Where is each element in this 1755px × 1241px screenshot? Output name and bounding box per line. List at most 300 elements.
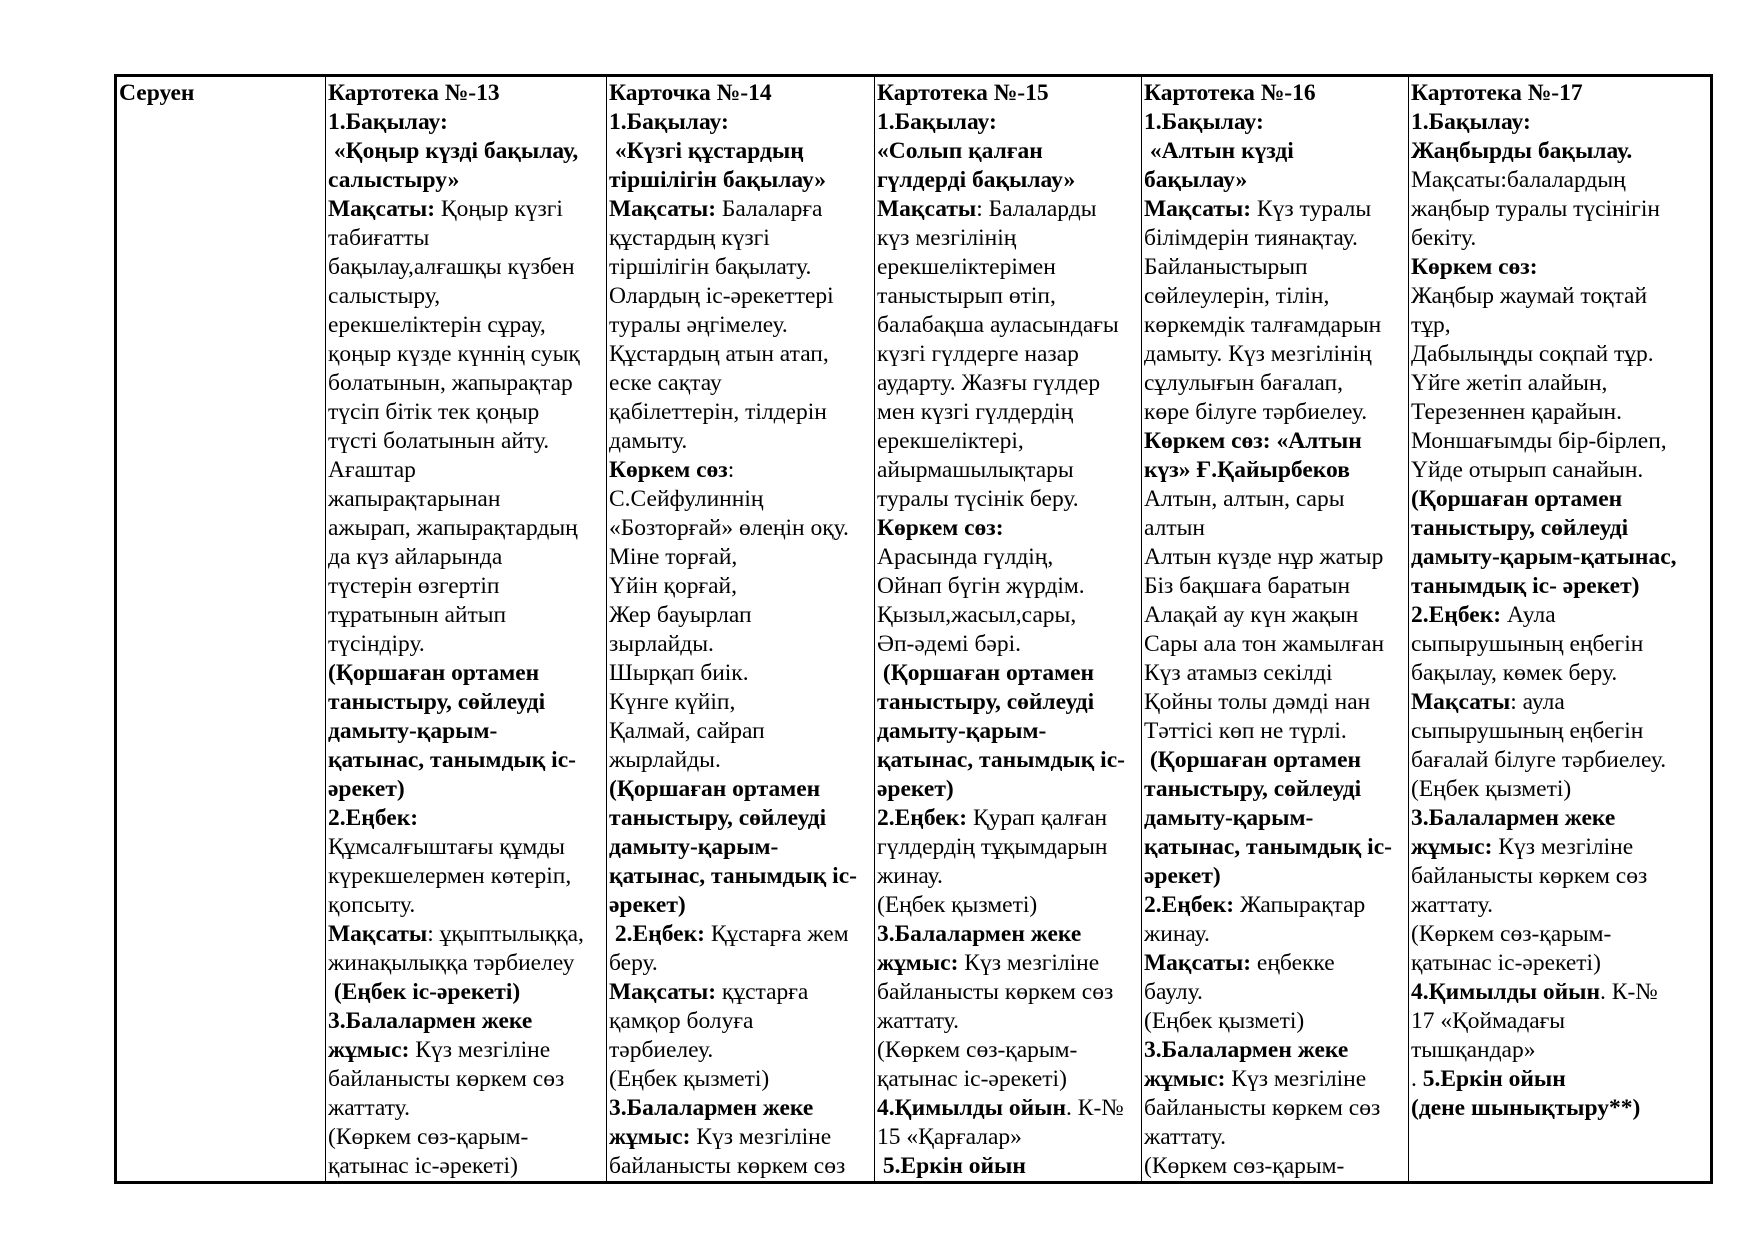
body-text: еңбекке — [1256, 950, 1335, 976]
body-text: жинақылыққа тәрбиелеу — [328, 950, 575, 976]
body-text: білімдерін тиянақтау. — [1144, 225, 1358, 251]
body-text: тұр, — [1411, 312, 1451, 338]
bold-text: Картотека №-15 — [877, 80, 1049, 106]
body-text: : — [727, 457, 735, 483]
text-line — [877, 340, 1141, 369]
text-line — [1144, 398, 1408, 427]
text-line — [328, 224, 606, 253]
text-line — [877, 717, 1141, 746]
text-line — [1144, 166, 1408, 195]
text-line — [1411, 108, 1710, 137]
bold-text: «Күзгі құстардың — [609, 138, 804, 164]
body-text: қатынас іс-әрекеті) — [877, 1066, 1067, 1092]
text-line — [1411, 456, 1710, 485]
body-text: ажырап, жапырақтардың — [328, 515, 578, 541]
text-line — [328, 978, 606, 1007]
row-label-cell — [116, 76, 326, 1183]
body-text: . К-№ — [1600, 979, 1658, 1005]
bold-text: 2.Еңбек: — [1144, 892, 1240, 918]
bold-text: күз» Ғ.Қайырбеков — [1144, 457, 1350, 483]
text-line — [877, 775, 1141, 804]
text-line — [1411, 195, 1710, 224]
text-line — [1144, 978, 1408, 1007]
bold-text: Мақсаты: — [609, 196, 722, 222]
text-line — [328, 195, 606, 224]
body-text: Жапырақтар — [1239, 892, 1366, 918]
bold-text: 2.Еңбек: — [328, 805, 419, 831]
text-line — [877, 311, 1141, 340]
text-line — [877, 108, 1141, 137]
body-text: Қоңыр күзгі — [440, 196, 563, 222]
text-line — [877, 572, 1141, 601]
text-line — [1144, 688, 1408, 717]
text-line — [328, 427, 606, 456]
text-line — [1144, 572, 1408, 601]
body-text: Үйде отырып санайын. — [1411, 457, 1644, 483]
bold-text: 2.Еңбек: — [1411, 602, 1507, 628]
bold-text: Мақсаты — [328, 921, 428, 947]
text-line — [609, 427, 874, 456]
body-text: құстарға — [721, 979, 809, 1005]
text-line — [328, 369, 606, 398]
text-line — [328, 949, 606, 978]
body-text: тіршілігін бақылату. — [609, 254, 812, 280]
text-line — [609, 1094, 874, 1123]
text-line — [877, 688, 1141, 717]
text-line — [1411, 224, 1710, 253]
body-text: Байланыстырып — [1144, 254, 1308, 280]
text-line — [877, 282, 1141, 311]
body-text: (Көркем сөз-қарым- — [1411, 921, 1612, 947]
text-line — [877, 862, 1141, 891]
text-line — [609, 456, 874, 485]
text-line — [328, 572, 606, 601]
text-line — [1144, 746, 1408, 775]
body-text: гүлдердің тұқымдарын — [877, 834, 1108, 860]
bold-text: 5.Еркін ойын — [1422, 1066, 1566, 1092]
body-text: ерекшеліктері, — [877, 428, 1024, 454]
text-line — [328, 282, 606, 311]
bold-text: Мақсаты: — [328, 196, 441, 222]
body-text: байланысты көркем сөз — [1411, 863, 1648, 889]
body-text: Алтын күзде нұр жатыр — [1144, 544, 1384, 570]
body-text: Күз туралы — [1256, 196, 1372, 222]
text-line — [1144, 630, 1408, 659]
body-text: Қурап қалған — [972, 805, 1108, 831]
text-line — [609, 369, 874, 398]
body-text: Ойнап бүгін жүрдім. — [877, 573, 1085, 599]
body-text: Қалмай, сайрап — [609, 718, 765, 744]
text-line — [328, 543, 606, 572]
text-line — [1411, 398, 1710, 427]
body-text: қатынас іс-әрекеті) — [328, 1153, 518, 1179]
bold-text: (Қоршаған ортамен — [1411, 486, 1623, 512]
body-text: : аула — [1510, 689, 1565, 715]
text-line — [877, 456, 1141, 485]
body-text: сұлулығын бағалап, — [1144, 370, 1343, 396]
body-text: Алтын, алтын, сары — [1144, 486, 1345, 512]
body-text: беру. — [609, 950, 658, 976]
text-line — [1144, 891, 1408, 920]
text-line — [1411, 166, 1710, 195]
text-line — [1144, 862, 1408, 891]
body-text: бекіту. — [1411, 225, 1477, 251]
text-line — [609, 833, 874, 862]
bold-text: Картотека №-16 — [1144, 80, 1316, 106]
text-line — [328, 340, 606, 369]
text-line — [328, 1036, 606, 1065]
body-text: (Еңбек қызметі) — [1144, 1008, 1305, 1034]
body-text: жаттату. — [1144, 1124, 1226, 1150]
body-text: байланысты көркем сөз — [609, 1153, 846, 1179]
body-text: бақылау,алғашқы күзбен — [328, 254, 575, 280]
body-text: (Көркем сөз-қарым- — [877, 1037, 1078, 1063]
text-line — [609, 1036, 874, 1065]
text-line — [609, 340, 874, 369]
body-text: қабілеттерін, тілдерін — [609, 399, 827, 425]
body-text: . — [1411, 1066, 1423, 1092]
text-line — [877, 398, 1141, 427]
bold-text: Карточка №-14 — [609, 80, 772, 106]
body-text: (Еңбек қызметі) — [1411, 776, 1572, 802]
bold-text: Мақсаты: — [609, 979, 722, 1005]
text-line — [877, 746, 1141, 775]
text-line — [1411, 630, 1710, 659]
body-text: Күнге күйіп, — [609, 689, 736, 715]
body-text: зырлайды. — [609, 631, 714, 657]
text-line — [1411, 688, 1710, 717]
text-line — [1411, 804, 1710, 833]
text-line — [1411, 311, 1710, 340]
bold-text: (Қоршаған ортамен — [609, 776, 821, 802]
bold-text: «Алтын күзді — [1144, 138, 1294, 164]
text-line — [877, 79, 1141, 108]
bold-text: Көркем сөз — [609, 457, 728, 483]
body-text: Қызыл,жасыл,сары, — [877, 602, 1077, 628]
text-line — [609, 79, 874, 108]
text-line — [328, 1123, 606, 1152]
text-line — [609, 108, 874, 137]
bold-text: қатынас, танымдық іс- — [877, 747, 1125, 773]
bold-text: 2.Еңбек: — [877, 805, 973, 831]
bold-text: дамыту-қарым- — [877, 718, 1047, 744]
text-line — [609, 572, 874, 601]
text-line — [609, 543, 874, 572]
bold-text: 1.Бақылау: — [1411, 109, 1531, 135]
body-text: мен күзгі гүлдердің — [877, 399, 1074, 425]
text-line — [877, 253, 1141, 282]
text-line — [328, 311, 606, 340]
bold-text: дамыту-қарым- — [1144, 805, 1314, 831]
text-line — [1411, 1094, 1710, 1123]
text-line — [1144, 1094, 1408, 1123]
body-text: сөйлеулерін, тілін, — [1144, 283, 1330, 309]
text-line — [1144, 79, 1408, 108]
text-line — [328, 688, 606, 717]
text-line — [1411, 978, 1710, 1007]
bold-text: 3.Балалармен жеке — [1144, 1037, 1349, 1063]
bold-text: Жаңбырды бақылау. — [1411, 138, 1633, 164]
body-text: Моншағымды бір-бірлеп, — [1411, 428, 1667, 454]
body-text: жапырақтарынан — [328, 486, 501, 512]
text-line — [609, 920, 874, 949]
bold-text: 5.Еркін ойын — [877, 1153, 1026, 1179]
body-text: айырмашылықтары — [877, 457, 1074, 483]
body-text: (Көркем сөз-қарым- — [328, 1124, 529, 1150]
text-line — [328, 485, 606, 514]
bold-text: Мақсаты — [1411, 689, 1511, 715]
bold-text: қатынас, танымдық іс- — [609, 863, 857, 889]
text-line — [609, 746, 874, 775]
bold-text: «Қоңыр күзді бақылау, — [328, 138, 579, 164]
text-line — [1144, 311, 1408, 340]
text-line — [877, 804, 1141, 833]
text-line — [877, 166, 1141, 195]
text-line — [328, 398, 606, 427]
text-line — [877, 601, 1141, 630]
card-16-cell — [1142, 76, 1409, 1183]
body-text: байланысты көркем сөз — [1144, 1095, 1381, 1121]
bold-text: (Қоршаған ортамен — [877, 660, 1095, 686]
body-text: күз мезгілінің — [877, 225, 1017, 251]
bold-text: жұмыс: — [877, 950, 965, 976]
bold-text: «Солып қалған — [877, 138, 1043, 164]
body-text: таныстырып өтіп, — [877, 283, 1056, 309]
text-line — [1411, 253, 1710, 282]
body-text: (Көркем сөз-қарым- — [1144, 1153, 1345, 1179]
body-text: қамқор болуға — [609, 1008, 754, 1034]
body-text: Күз мезгіліне — [1498, 834, 1634, 860]
text-line — [609, 224, 874, 253]
body-text: Үйін қорғай, — [609, 573, 737, 599]
text-line — [1144, 1065, 1408, 1094]
body-text: түстерін өзгертіп — [328, 573, 500, 599]
body-text: түсіп бітік тек қоңыр — [328, 399, 540, 425]
bold-text: (Қоршаған ортамен — [1144, 747, 1362, 773]
body-text: жинау. — [1144, 921, 1210, 947]
bold-text: таныстыру, сөйлеуді — [1411, 515, 1629, 541]
text-line — [1411, 949, 1710, 978]
body-text: Дабылыңды соқпай тұр. — [1411, 341, 1654, 367]
body-text: жинау. — [877, 863, 943, 889]
body-text: Ағаштар — [328, 457, 416, 483]
body-text: көркемдік талғамдарын — [1144, 312, 1382, 338]
bold-text: дамыту-қарым-қатынас, — [1411, 544, 1677, 570]
body-text: Құстардың атын атап, — [609, 341, 829, 367]
body-text: көре білуге тәрбиелеу. — [1144, 399, 1368, 425]
text-line — [609, 804, 874, 833]
bold-text: әрекет) — [609, 892, 686, 918]
text-line — [877, 630, 1141, 659]
bold-text: жұмыс: — [1144, 1066, 1232, 1092]
body-text: Құстарға жем — [710, 921, 849, 947]
text-line — [609, 659, 874, 688]
bold-text: Мақсаты: — [1144, 950, 1257, 976]
text-line — [1144, 1007, 1408, 1036]
body-text: құстардың күзгі — [609, 225, 770, 251]
bold-text: жұмыс: — [328, 1037, 416, 1063]
text-line — [877, 427, 1141, 456]
text-line — [877, 1036, 1141, 1065]
body-text: түсіндіру. — [328, 631, 425, 657]
body-text: Шырқап биік. — [609, 660, 749, 686]
text-line — [609, 166, 874, 195]
body-text: еске сақтау — [609, 370, 722, 396]
body-text: жырлайды. — [609, 747, 721, 773]
text-line — [328, 746, 606, 775]
body-text: . К-№ — [1066, 1095, 1124, 1121]
body-text: Құмсалғыштағы құмды — [328, 834, 565, 860]
text-line — [609, 311, 874, 340]
text-line — [1144, 340, 1408, 369]
text-line — [609, 688, 874, 717]
bold-text: 3.Балалармен жеке — [1411, 805, 1616, 831]
text-line — [328, 833, 606, 862]
text-line — [609, 775, 874, 804]
bold-text: дамыту-қарым- — [609, 834, 779, 860]
text-line — [877, 1094, 1141, 1123]
body-text: туралы түсінік беру. — [877, 486, 1079, 512]
body-text: тұратынын айтып — [328, 602, 507, 628]
text-line — [1144, 804, 1408, 833]
body-text: : ұқыптылыққа, — [427, 921, 584, 947]
card-17-cell — [1409, 76, 1712, 1183]
text-line — [1144, 369, 1408, 398]
text-line — [877, 1152, 1141, 1181]
bold-text: таныстыру, сөйлеуді — [877, 689, 1095, 715]
bold-text: 3.Балалармен жеке — [877, 921, 1082, 947]
text-line — [1144, 543, 1408, 572]
body-text: байланысты көркем сөз — [877, 979, 1114, 1005]
text-line — [609, 1123, 874, 1152]
text-line — [609, 195, 874, 224]
text-line — [1144, 224, 1408, 253]
text-line — [328, 1094, 606, 1123]
text-line — [1411, 369, 1710, 398]
text-line — [1144, 775, 1408, 804]
bold-text: Картотека №-13 — [328, 80, 500, 106]
body-text: Біз бақшаға баратын — [1144, 573, 1351, 599]
text-line — [609, 949, 874, 978]
body-text: жаттату. — [328, 1095, 410, 1121]
bold-text: әрекет) — [328, 776, 405, 802]
text-line — [1411, 862, 1710, 891]
text-line — [328, 659, 606, 688]
body-text: «Бозторғай» өлеңін оқу. — [609, 515, 849, 541]
body-text: бақылау, көмек беру. — [1411, 660, 1618, 686]
text-line — [877, 1123, 1141, 1152]
text-line — [1411, 1036, 1710, 1065]
text-line — [877, 833, 1141, 862]
text-line — [877, 369, 1141, 398]
text-line — [877, 224, 1141, 253]
bold-text: әрекет) — [877, 776, 954, 802]
text-line — [877, 978, 1141, 1007]
bold-text: Мақсаты: — [1144, 196, 1257, 222]
bold-text: (дене шынықтыру**) — [1411, 1095, 1641, 1121]
text-line — [328, 804, 606, 833]
text-line — [609, 717, 874, 746]
body-text: аударту. Жазғы гүлдер — [877, 370, 1101, 396]
text-line — [1411, 514, 1710, 543]
text-line — [1411, 282, 1710, 311]
bold-text: 1.Бақылау: — [328, 109, 448, 135]
text-line — [1411, 1007, 1710, 1036]
body-text: Мақсаты:балалардың — [1411, 167, 1626, 193]
text-line — [328, 920, 606, 949]
bold-text: 4.Қимылды ойын — [877, 1095, 1067, 1121]
text-line — [1144, 1123, 1408, 1152]
text-line — [328, 775, 606, 804]
text-line — [609, 891, 874, 920]
text-line — [1144, 282, 1408, 311]
text-line — [1144, 485, 1408, 514]
text-line — [1411, 572, 1710, 601]
bold-text: әрекет) — [1144, 863, 1221, 889]
text-line — [609, 485, 874, 514]
text-line — [1144, 833, 1408, 862]
text-line — [609, 282, 874, 311]
table-row — [116, 76, 1712, 1183]
bold-text: Мақсаты — [877, 196, 977, 222]
bold-text: (Қоршаған ортамен — [328, 660, 540, 686]
body-text: салыстыру, — [328, 283, 441, 309]
card-15-cell — [875, 76, 1142, 1183]
text-line — [1144, 195, 1408, 224]
text-line — [877, 485, 1141, 514]
bold-text: жұмыс: — [609, 1124, 697, 1150]
text-line — [877, 949, 1141, 978]
body-text: Аула — [1506, 602, 1556, 628]
body-text: Алақай ау күн жақын — [1144, 602, 1359, 628]
text-line — [1144, 920, 1408, 949]
text-line — [1144, 514, 1408, 543]
bold-text: 4.Қимылды ойын — [1411, 979, 1601, 1005]
text-line — [1411, 543, 1710, 572]
body-text: алтын — [1144, 515, 1205, 541]
text-line — [1411, 659, 1710, 688]
text-line — [877, 659, 1141, 688]
bold-text: Көркем сөз: — [877, 515, 1004, 541]
body-text: Арасында гүлдің, — [877, 544, 1054, 570]
bold-text: 1.Бақылау: — [877, 109, 997, 135]
bold-text: Көркем сөз: — [1411, 254, 1538, 280]
text-line — [1144, 253, 1408, 282]
text-line — [609, 601, 874, 630]
body-text: ерекшеліктерін сұрау, — [328, 312, 546, 338]
text-line — [609, 978, 874, 1007]
text-line — [877, 920, 1141, 949]
body-text: жаңбыр туралы түсінігін — [1411, 196, 1660, 222]
text-line — [328, 108, 606, 137]
body-text: Күз мезгіліне — [415, 1037, 551, 1063]
body-text: Үйге жетіп алайын, — [1411, 370, 1608, 396]
text-line — [877, 1065, 1141, 1094]
text-line — [328, 137, 606, 166]
bold-text: танымдық іс- әрекет) — [1411, 573, 1640, 599]
text-line — [1411, 746, 1710, 775]
body-text: туралы әңгімелеу. — [609, 312, 788, 338]
text-line — [1411, 485, 1710, 514]
text-line — [1144, 949, 1408, 978]
text-line — [1411, 1065, 1710, 1094]
bold-text: таныстыру, сөйлеуді — [1144, 776, 1362, 802]
body-text: 15 «Қарғалар» — [877, 1124, 1022, 1150]
bold-text: дамыту-қарым- — [328, 718, 498, 744]
bold-text: (Еңбек іс-әрекеті) — [328, 979, 521, 1005]
body-text: Жаңбыр жаумай тоқтай — [1411, 283, 1648, 309]
body-text: Күз атамыз секілді — [1144, 660, 1333, 686]
